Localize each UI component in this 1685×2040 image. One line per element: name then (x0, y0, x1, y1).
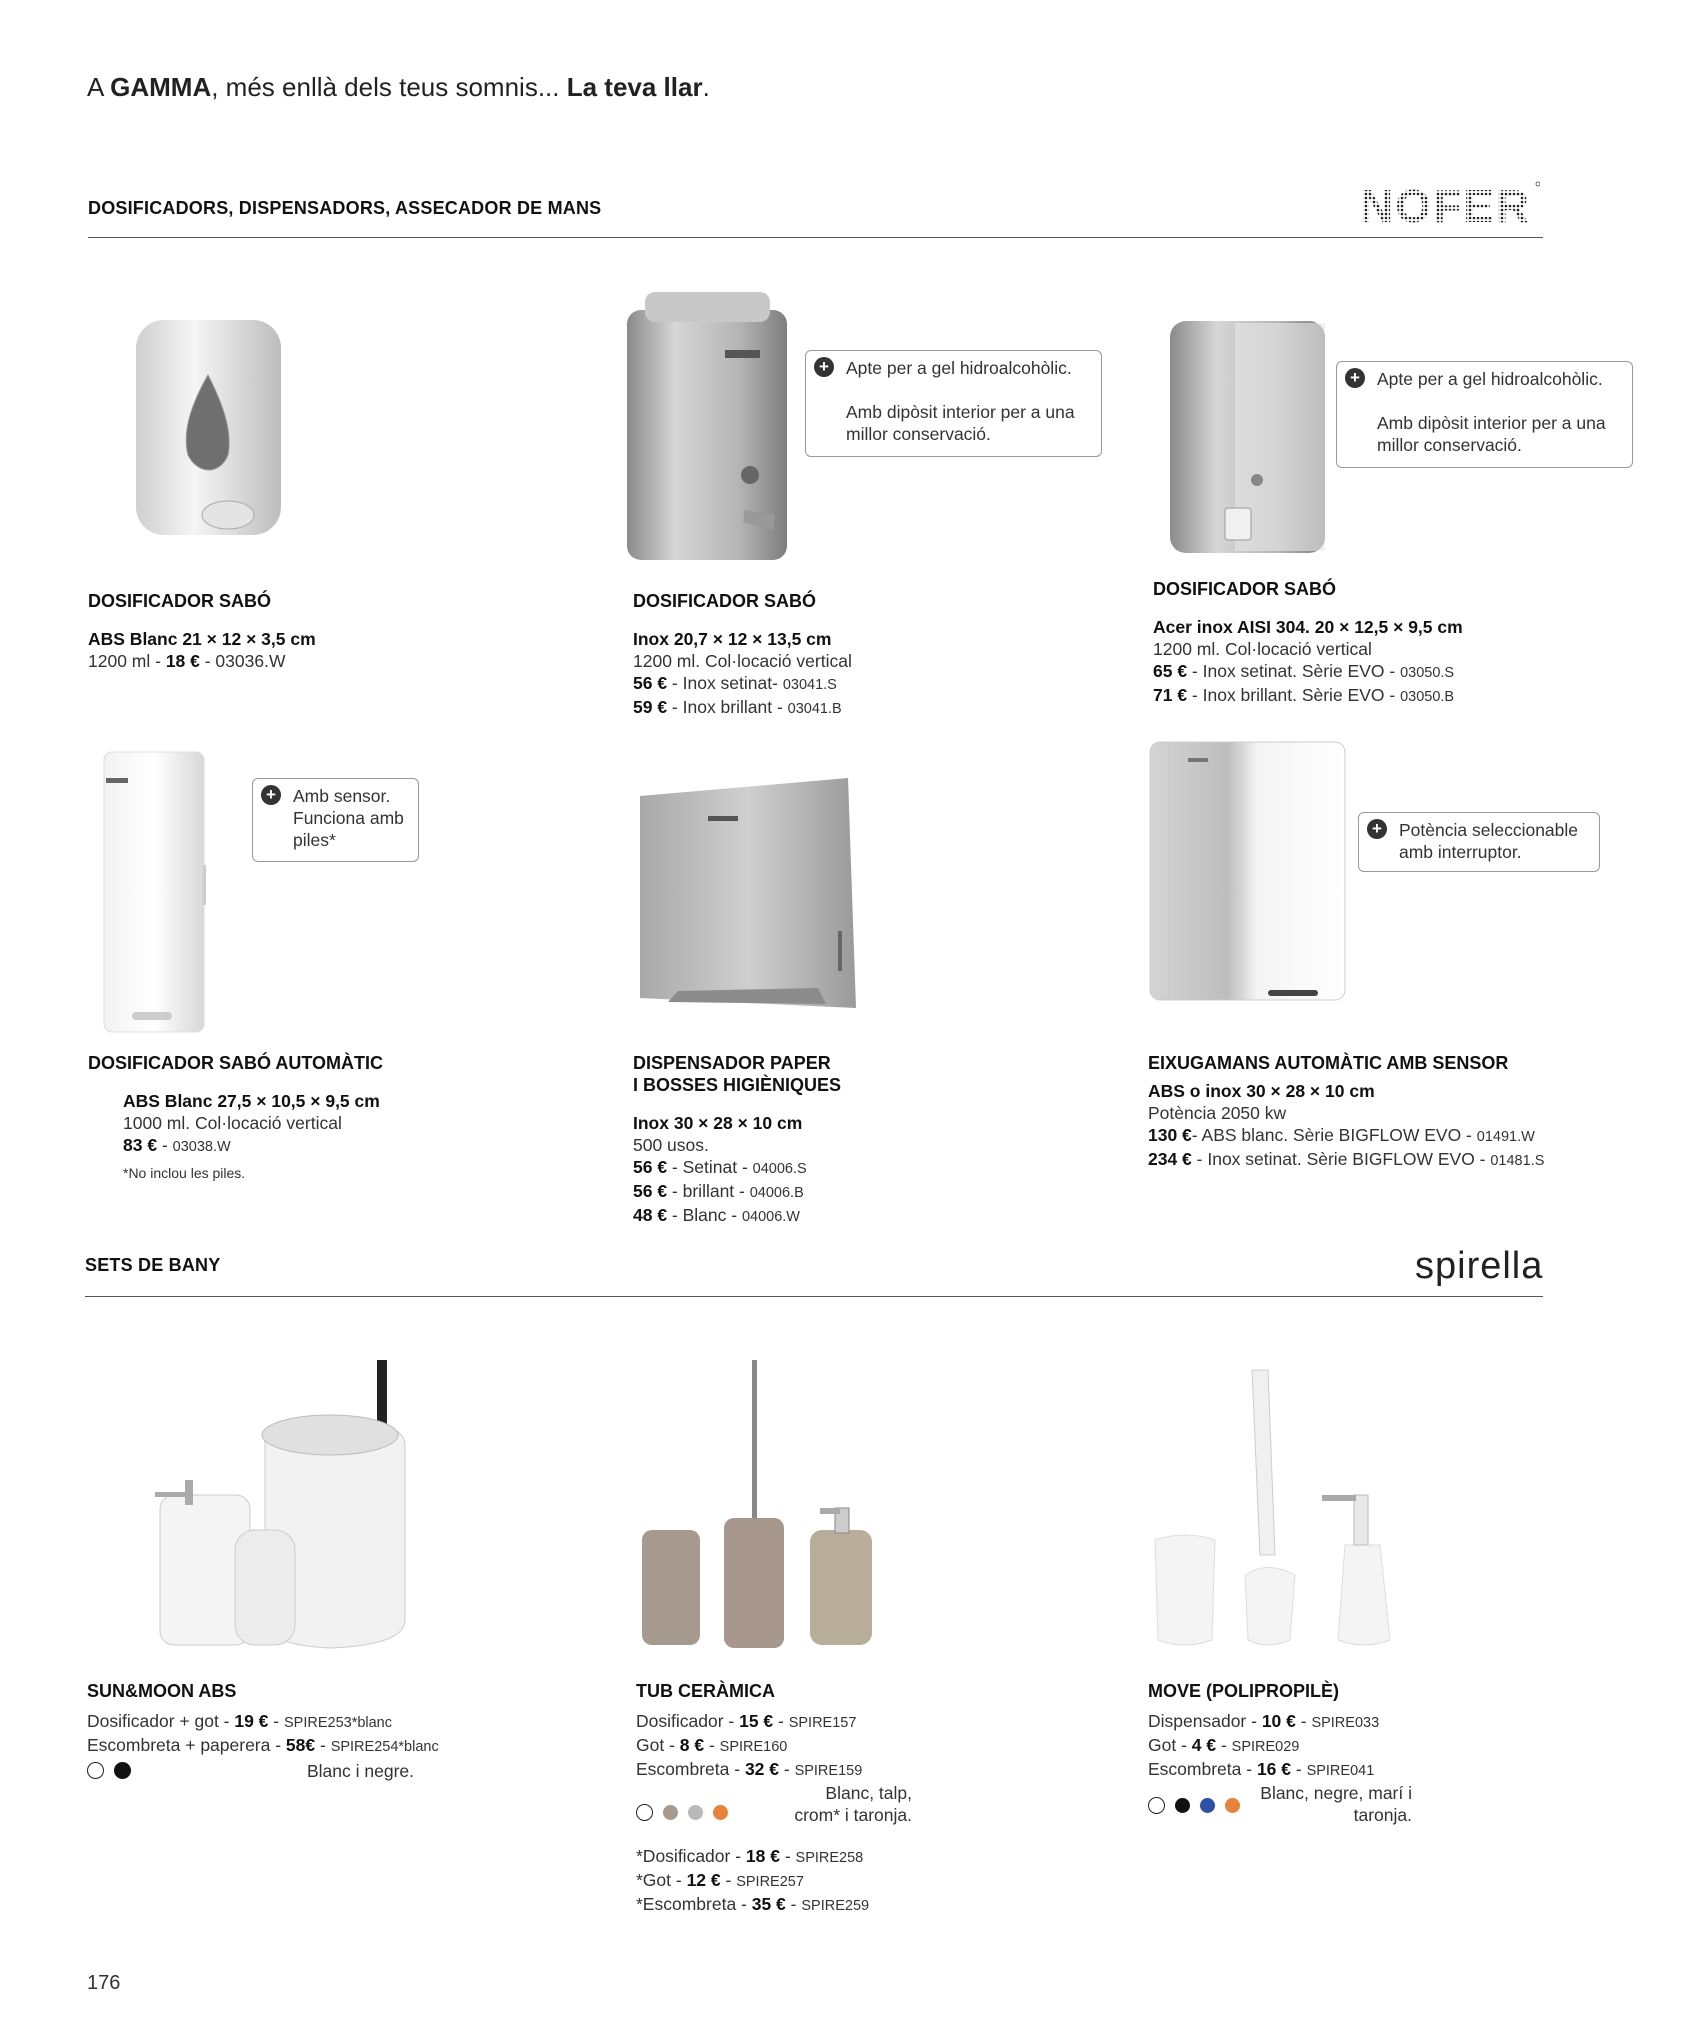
plus-icon: + (814, 357, 834, 377)
product-image-dosificador-abs (128, 315, 288, 540)
product-title-multiline (633, 1052, 841, 1096)
product-spec: ABS Blanc 21 × 12 × 3,5 cm (88, 629, 316, 649)
product-spec: Inox 30 × 28 × 10 cm (633, 1113, 803, 1133)
feature-note-text-1: Apte per a gel hidroalcohòlic. (846, 358, 1072, 378)
section-divider (85, 1296, 1543, 1297)
product-spec: ABS Blanc 27,5 × 10,5 × 9,5 cm (123, 1091, 380, 1111)
product-price: 19 € (234, 1711, 269, 1731)
swatch-white (87, 1762, 104, 1779)
product-price: 58€ (285, 1735, 316, 1755)
chrome-variants-block: *Dosificador - 18 € - SPIRE258 *Got - 12 € - SPIRE257 *Escombreta - 35 € - SPIRE259 (636, 1846, 870, 1914)
swatch-taupe (663, 1805, 678, 1820)
feature-note-box (1336, 361, 1633, 468)
spirella-logo: spirella (1415, 1245, 1544, 1287)
product-price: 71 € (1153, 685, 1188, 705)
product-price: 10 € (1261, 1711, 1296, 1731)
product-price: 56 € (633, 1157, 668, 1177)
page-number: 176 (87, 1972, 121, 1994)
product-spec: Acer inox AISI 304. 20 × 12,5 × 9,5 cm (1153, 617, 1463, 637)
product-price: 32 € (744, 1759, 779, 1779)
product-title: MOVE (POLIPROPILÈ) (1148, 1681, 1340, 1701)
product-image-sun-moon (115, 1360, 415, 1650)
product-image-move (1150, 1365, 1410, 1655)
product-title: TUB CERÀMICA (636, 1681, 775, 1701)
swatch-orange (713, 1805, 728, 1820)
swatch-black (1175, 1798, 1190, 1813)
product-price: 12 € (686, 1870, 721, 1890)
product-title-line2: I BOSSES HIGIÈNIQUES (633, 1075, 842, 1095)
battery-footnote: *No inclou les piles. (123, 1165, 246, 1181)
color-swatches (636, 1804, 738, 1822)
swatch-black (114, 1762, 131, 1779)
product-spec-block: Dispensador - 10 € - SPIRE033 Got - 4 € - SPIRE029 Escombreta - 16 € - SPIRE041 (1148, 1711, 1380, 1779)
product-image-dosificador-inox (625, 290, 795, 570)
product-price: 16 € (1256, 1759, 1291, 1779)
product-title: DOSIFICADOR SABÓ AUTOMÀTIC (88, 1053, 383, 1073)
product-title: DOSIFICADOR SABÓ (1153, 579, 1337, 599)
product-price: 83 € (123, 1135, 158, 1155)
product-price: 4 € (1191, 1735, 1217, 1755)
product-spec-block: ABS Blanc 27,5 × 10,5 × 9,5 cm 1000 ml. Col·locació vertical 83 € - 03038.W *No inclou les piles. (123, 1090, 380, 1184)
feature-note-text: Potència seleccionable amb interruptor. (1399, 820, 1579, 862)
product-spec: Inox 20,7 × 12 × 13,5 cm (633, 629, 832, 649)
feature-note-box (805, 350, 1102, 457)
product-price: 35 € (751, 1894, 786, 1914)
feature-note-box (1358, 812, 1600, 872)
product-price: 15 € (739, 1711, 774, 1731)
feature-note-text-2: Amb dipòsit interior per a una millor conservació. (846, 402, 1075, 444)
plus-icon: + (1367, 819, 1387, 839)
product-spec-block: Inox 30 × 28 × 10 cm 500 usos. 56 € - Setinat - 04006.S 56 € - brillant - 04006.B 48 € - Blanc - 04006.W (633, 1113, 807, 1225)
swatch-chrome (688, 1805, 703, 1820)
color-label: Blanc i negre. (307, 1761, 415, 1781)
feature-note-box (252, 778, 419, 862)
color-label-line1: Blanc, negre, marí i (1260, 1783, 1412, 1803)
section-title-dispensers: DOSIFICADORS, DISPENSADORS, ASSECADOR DE MANS (88, 198, 602, 218)
product-price: 234 € (1148, 1149, 1192, 1169)
feature-note-text-2: Amb dipòsit interior per a una millor conservació. (1377, 413, 1606, 455)
color-swatches (1148, 1797, 1250, 1815)
product-spec: ABS o inox 30 × 28 × 10 cm (1148, 1081, 1375, 1101)
product-image-tub-ceramica (640, 1360, 880, 1650)
swatch-white (636, 1804, 653, 1821)
product-image-dosificador-automatic (100, 750, 210, 1035)
product-title: DOSIFICADOR SABÓ (633, 591, 817, 611)
page-tagline: A GAMMA, més enllà dels teus somnis... La teva llar. (87, 72, 710, 102)
color-label-line1: Blanc, talp, (825, 1783, 912, 1803)
product-price: 59 € (633, 697, 668, 717)
swatch-navy (1200, 1798, 1215, 1813)
color-label-line2: crom* i taronja. (794, 1805, 912, 1825)
product-title: EIXUGAMANS AUTOMÀTIC AMB SENSOR (1148, 1053, 1509, 1073)
section-title-bath-sets: SETS DE BANY (85, 1255, 221, 1275)
product-spec-block: ABS o inox 30 × 28 × 10 cm Potència 2050 kw 130 €- ABS blanc. Sèrie BIGFLOW EVO - 01491.W 234 € - Inox setinat. Sèrie BIGFLOW EVO - 01481.S (1148, 1081, 1545, 1169)
product-title: DOSIFICADOR SABÓ (88, 591, 272, 611)
section-divider (88, 237, 1543, 238)
color-label (770, 1782, 912, 1826)
feature-note-text-1: Apte per a gel hidroalcohòlic. (1377, 369, 1603, 389)
product-spec-block: Dosificador - 15 € - SPIRE157 Got - 8 € - SPIRE160 Escombreta - 32 € - SPIRE159 (636, 1711, 863, 1779)
product-spec-block: Dosificador + got - 19 € - SPIRE253*blanc Escombreta + paperera - 58€ - SPIRE254*blanc (87, 1711, 439, 1755)
product-price: 18 € (745, 1846, 780, 1866)
feature-note-text: Amb sensor. Funciona amb piles* (293, 786, 404, 850)
color-swatches (87, 1762, 141, 1780)
color-label-line2: taronja. (1353, 1805, 1412, 1825)
product-price: 65 € (1153, 661, 1188, 681)
product-spec-block: ABS Blanc 21 × 12 × 3,5 cm 1200 ml - 18 € - 03036.W (88, 629, 316, 671)
product-price: 18 € (165, 651, 200, 671)
product-price: 56 € (633, 673, 668, 693)
product-image-dosificador-evo (1165, 318, 1335, 558)
product-title: SUN&MOON ABS (87, 1681, 237, 1701)
product-price: 56 € (633, 1181, 668, 1201)
product-image-dispensador-paper (638, 776, 858, 1016)
nofer-logo (1360, 180, 1540, 230)
swatch-white (1148, 1797, 1165, 1814)
product-spec-block: Inox 20,7 × 12 × 13,5 cm 1200 ml. Col·locació vertical 56 € - Inox setinat- 03041.S 59 € - Inox brillant - 03041.B (633, 629, 852, 717)
plus-icon: + (1345, 368, 1365, 388)
product-price: 8 € (679, 1735, 705, 1755)
color-label (1255, 1782, 1412, 1826)
product-price: 48 € (633, 1205, 668, 1225)
plus-icon: + (261, 785, 281, 805)
product-price: 130 € (1148, 1125, 1192, 1145)
nofer-logo-text: NOFER (1360, 180, 1531, 230)
swatch-orange (1225, 1798, 1240, 1813)
product-spec-block: Acer inox AISI 304. 20 × 12,5 × 9,5 cm 1200 ml. Col·locació vertical 65 € - Inox setinat. Sèrie EVO - 03050.S 71 € - Inox brillant. Sèrie EVO - 03050.B (1153, 617, 1463, 705)
product-title: DISPENSADOR PAPER (633, 1053, 831, 1073)
product-image-eixugamans (1148, 740, 1348, 1005)
